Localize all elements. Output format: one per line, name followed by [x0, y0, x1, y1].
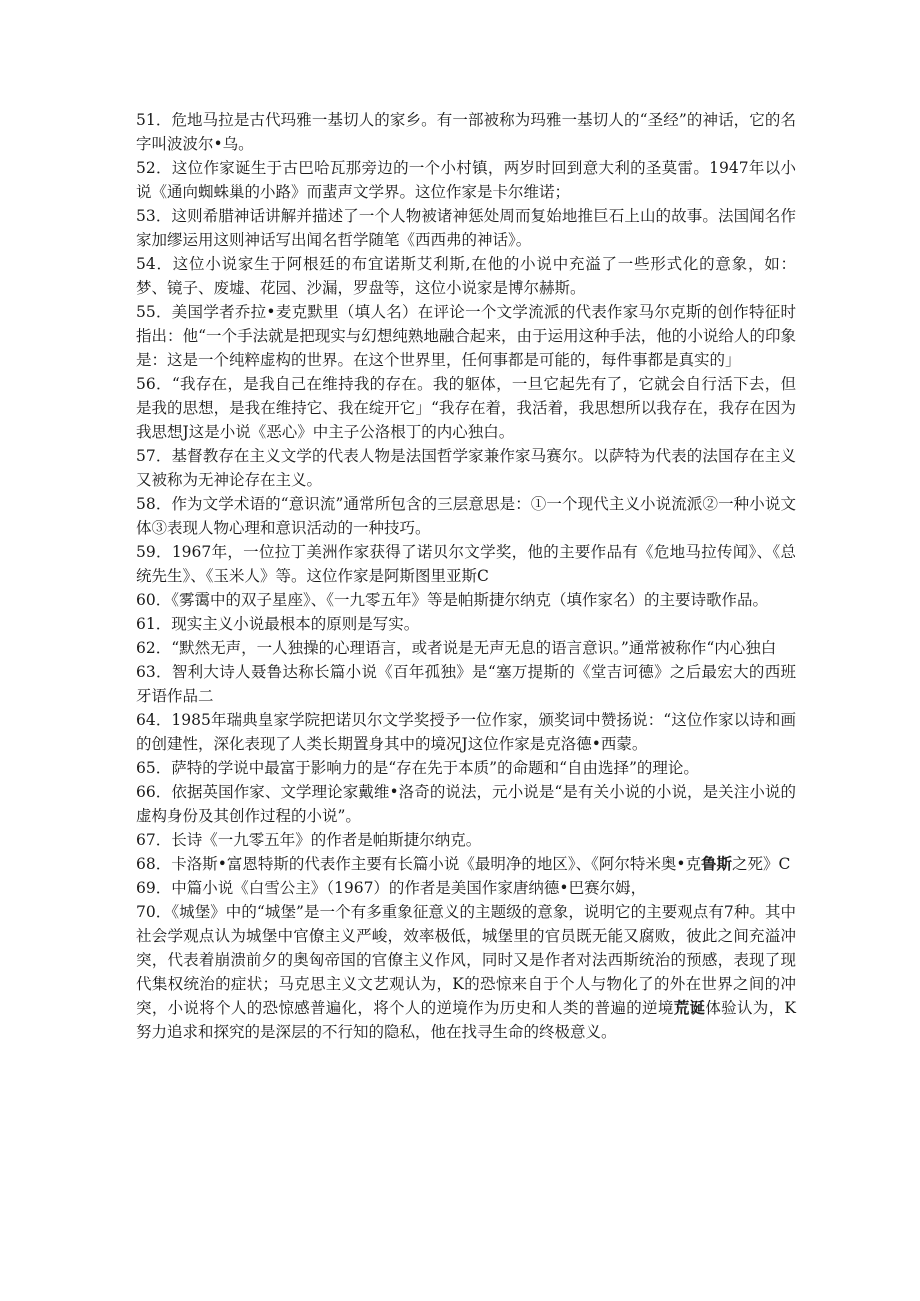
item-number: 68: [136, 855, 156, 873]
item-text: ．作为文学术语的“意识流”通常所包含的三层意思是：①一个现代主义小说流派②一种小说文体③表现人物心理和意识活动的一种技巧。: [136, 495, 796, 537]
list-item: [136, 876, 796, 900]
list-item: [136, 612, 796, 636]
list-item: [136, 780, 796, 828]
item-text: ．基督教存在主义文学的代表人物是法国哲学家兼作家马赛尔。以萨特为代表的法国存在主义又被称为无神论存在主义。: [136, 447, 796, 489]
item-number: 67: [136, 831, 156, 849]
item-number: 65: [136, 759, 156, 777]
item-text-bold: 荒诞: [673, 998, 706, 1017]
list-item: [136, 756, 796, 780]
list-item: [136, 900, 796, 1044]
list-item: [136, 252, 796, 300]
item-number: 69: [136, 879, 156, 897]
list-item: [136, 372, 796, 444]
item-text: ．《城堡》中的“城堡”是一个有多重象征意义的主题级的意象，说明它的主要观点有7种。其中社会学观点认为城堡中官僚主义严峻，效率极低，城堡里的官员既无能又腐败，彼此之间充溢冲突，代表着崩溃前夕的奥匈帝国的官僚主义作风，同时又是作者对法西斯统治的预感，表现了现代集权统治的症状；马克思主义文艺观认为，K的恐惊来自于个人与物化了的外在世界之间的冲突，小说将个人的恐惊感普遍化，将个人的逆境作为历史和人类的普遍的逆境: [136, 903, 796, 1017]
item-number: 54: [136, 255, 156, 273]
item-text: 之死》C: [732, 855, 791, 873]
item-number: 61: [136, 615, 156, 633]
list-item: [136, 636, 796, 660]
list-item: [136, 492, 796, 540]
item-number: 64: [136, 711, 156, 729]
list-item: [136, 708, 796, 756]
item-number: 66: [136, 783, 156, 801]
item-text: ．长诗《一九零五年》的作者是帕斯捷尔纳克。: [155, 831, 482, 849]
item-text: ．这则希腊神话讲解并描述了一个人物被诸神惩处周而复始地推巨石上山的故事。法国闻名作家加缪运用这则神话写出闻名哲学随笔《西西弗的神话》。: [136, 207, 796, 249]
item-text-bold: 鲁斯: [701, 854, 733, 873]
list-item: [136, 300, 796, 372]
item-text: ．现实主义小说最根本的原则是写实。: [155, 615, 420, 633]
item-text: ．这位作家诞生于古巴哈瓦那旁边的一个小村镇，两岁时回到意大利的圣莫雷。1947年以小说《通向蜘蛛巢的小路》而蜚声文学界。这位作家是卡尔维诺；: [136, 159, 796, 201]
item-text: ．危地马拉是古代玛雅一基切人的家乡。有一部被称为玛雅一基切人的“圣经”的神话，它的名字叫波波尔•乌。: [136, 111, 796, 153]
document-page: [136, 108, 796, 1044]
item-text: ．《雾霭中的双子星座》、《一九零五年》等是帕斯捷尔纳克（填作家名）的主要诗歌作品。: [155, 591, 768, 609]
item-text: ．美国学者乔拉•麦克默里（填人名）在评论一个文学流派的代表作家马尔克斯的创作特征时指出：他“一个手法就是把现实与幻想纯熟地融合起来，由于运用这种手法，他的小说给人的印象是：这是一个纯粹虚构的世界。在这个世界里，任何事都是可能的，每件事都是真实的」: [136, 303, 796, 369]
item-text: ．中篇小说《白雪公主》（1967）的作者是美国作家唐纳德•巴赛尔姆，: [155, 879, 647, 897]
item-number: 62: [136, 639, 156, 657]
item-number: 55: [136, 303, 156, 321]
item-number: 63: [136, 663, 156, 681]
list-item: [136, 444, 796, 492]
item-number: 59: [136, 543, 156, 561]
list-item: [136, 828, 796, 852]
item-text: ．智利大诗人聂鲁达称长篇小说《百年孤独》是“塞万提斯的《堂吉诃德》之后最宏大的西班牙语作品二: [136, 663, 796, 705]
item-text: ．萨特的学说中最富于影响力的是“存在先于本质”的命题和“自由选择”的理论。: [155, 759, 699, 777]
item-text: ．依据英国作家、文学理论家戴维•洛奇的说法，元小说是“是有关小说的小说，是关注小说的虚构身份及其创作过程的小说”。: [136, 783, 796, 825]
list-item: [136, 660, 796, 708]
item-number: 60: [136, 591, 156, 609]
list-item: [136, 156, 796, 204]
item-text: ．“我存在，是我自己在维持我的存在。我的躯体，一旦它起先有了，它就会自行活下去，但是我的思想，是我在维持它、我在绽开它」“我存在着，我活着，我思想所以我存在，我存在因为我思想J这是小说《恶心》中主子公洛根丁的内心独白。: [136, 375, 796, 441]
item-text: 体验认为，K努力追求和探究的是深层的不行知的隐私，他在找寻生命的终极意义。: [136, 999, 796, 1041]
item-number: 52: [136, 159, 156, 177]
item-text: ．1985年瑞典皇家学院把诺贝尔文学奖授予一位作家，颁奖词中赞扬说：“这位作家以诗和画的创建性，深化表现了人类长期置身其中的境况J这位作家是克洛德•西蒙。: [136, 711, 796, 753]
list-item: [136, 588, 796, 612]
item-number: 70: [136, 903, 156, 921]
item-number: 58: [136, 495, 156, 513]
list-item: [136, 204, 796, 252]
list-item: [136, 540, 796, 588]
item-number: 53: [136, 207, 156, 225]
list-item: [136, 852, 796, 876]
item-text: ．卡洛斯•富恩特斯的代表作主要有长篇小说《最明净的地区》、《阿尔特米奥•克: [155, 855, 702, 873]
item-text: ．这位小说家生于阿根廷的布宜诺斯艾利斯,在他的小说中充溢了一些形式化的意象，如：梦、镜子、废墟、花园、沙漏，罗盘等，这位小说家是博尔赫斯。: [136, 255, 796, 297]
item-text: ．1967年，一位拉丁美洲作家获得了诺贝尔文学奖，他的主要作品有《危地马拉传闻》、《总统先生》、《玉米人》等。这位作家是阿斯图里亚斯C: [136, 543, 796, 585]
item-number: 51: [136, 111, 156, 129]
item-text: ．“默然无声，一人独操的心理语言，或者说是无声无息的语言意识。”通常被称作“内心独白: [155, 639, 777, 657]
list-item: [136, 108, 796, 156]
item-number: 56: [136, 375, 156, 393]
item-number: 57: [136, 447, 156, 465]
